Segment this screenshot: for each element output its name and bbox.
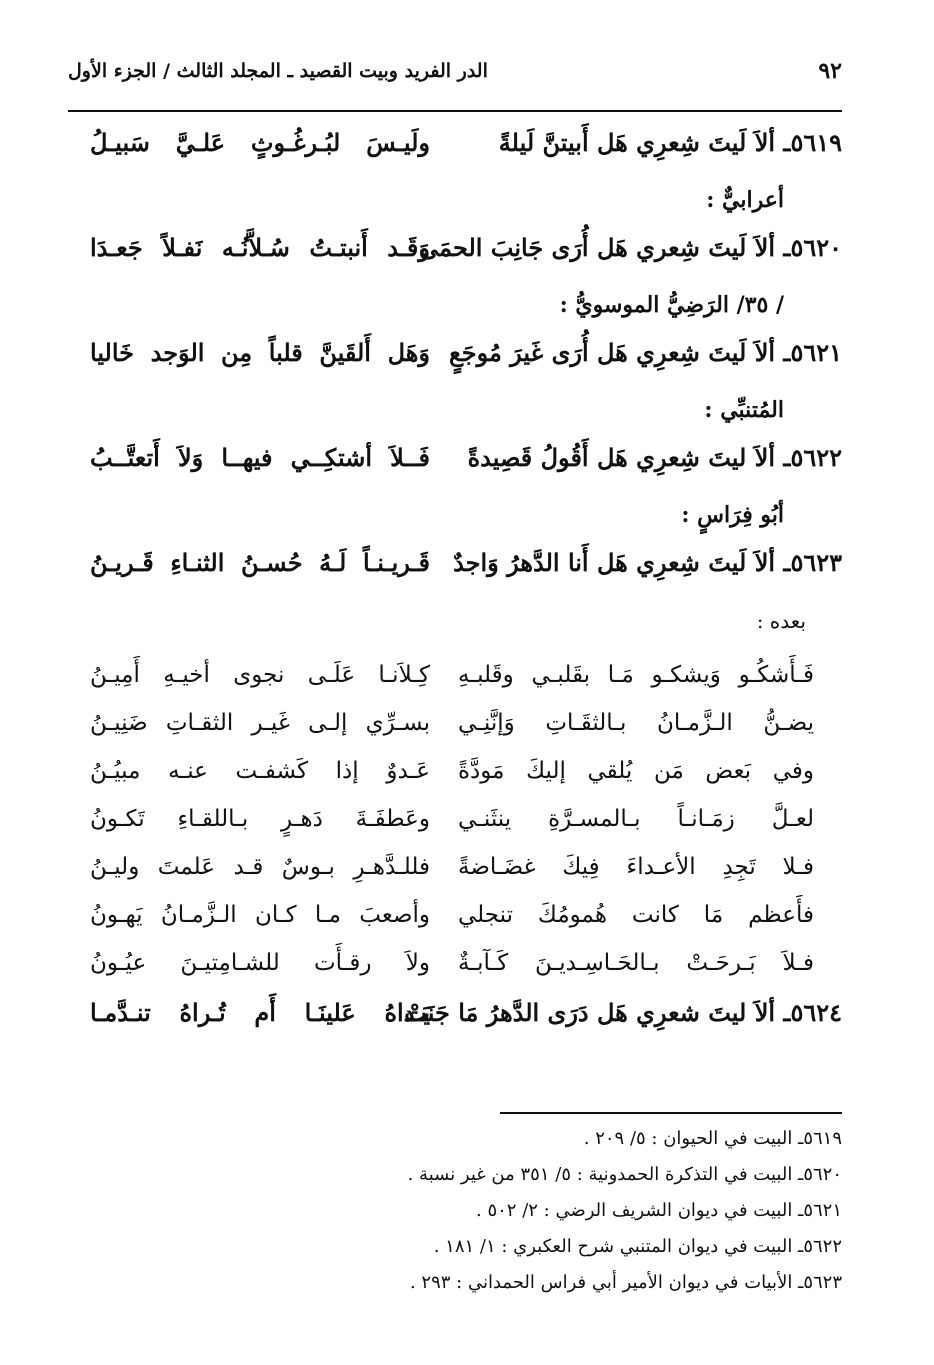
poem-first-hemistich: لعـلَّ زمَـانـاً بـالمسـرَّةِ ينثَنـي xyxy=(458,806,814,832)
verse-5621 xyxy=(90,338,842,395)
verse-5620 xyxy=(90,233,842,290)
verse-second-hemistich: يَـداهُ عَلينَـا أَم تُـراهُ تنـدَّمـا xyxy=(90,998,430,1027)
poem-second-hemistich: ولاَ رقـأَت للشـامِتيـنَ عيُـونُ xyxy=(90,950,430,976)
poem-line xyxy=(90,710,842,758)
after-label-row xyxy=(90,605,842,662)
poem-second-hemistich: فللـدَّهـرِ بـوسٌ قـد عَلمتَ وليـنُ xyxy=(90,854,430,880)
footnote: ٥٦٢٢ـ البيت في ديوان المتنبي شرح العكبري : ١/ ١٨١ . xyxy=(433,1236,842,1257)
page-header xyxy=(68,56,842,96)
verse-second-hemistich: ولَيـسَ لبُـرغُـوثٍ عَلـيَّ سَبيـلُ xyxy=(90,128,430,157)
poem-first-hemistich: فـلا تَجِدِ الأعـداءَ فِيكَ غضَـاضةً xyxy=(458,854,814,880)
poem-second-hemistich: وعَطفَـةَ دَهـرٍ بـاللقـاءِ تَكـونُ xyxy=(90,806,430,832)
verse-second-hemistich: قَـريـنـاً لَـهُ حُسـنُ الثنـاءِ قَـريـنُ xyxy=(90,548,430,577)
poem-line xyxy=(90,662,842,710)
header-rule xyxy=(68,110,842,112)
after-label: بعده : xyxy=(756,609,806,633)
poem-second-hemistich: وأصعبَ مـا كـان الـزَّمـانُ يَهـونُ xyxy=(90,902,430,928)
footnote: ٥٦١٩ـ البيت في الحيوان : ٥/ ٢٠٩ . xyxy=(583,1128,842,1149)
poem-second-hemistich: بسـرِّي إلـى غَيـر الثقـاتِ ضَنِيـنُ xyxy=(90,710,430,736)
poet-name: أعرابيٌّ : xyxy=(706,187,784,213)
poet-name: المُتنبِّي : xyxy=(704,397,784,423)
poet-attribution xyxy=(90,290,842,338)
page-number: ٩٢ xyxy=(818,58,842,84)
verse-5623 xyxy=(90,548,842,605)
poet-attribution xyxy=(90,185,842,233)
poem-first-hemistich: فأَعظم مَا كانت هُمومُكَ تنجلي xyxy=(458,902,814,928)
running-title: الدر الفريد وبيت القصيد ـ المجلد الثالث / الجزء الأول xyxy=(68,60,488,82)
poet-name: أبُو فِرَاسٍ : xyxy=(681,502,784,528)
poet-attribution xyxy=(90,500,842,548)
poet-name: / ٣٥/ الرَضِيُّ الموسويُّ : xyxy=(559,292,784,318)
poem-line xyxy=(90,950,842,998)
poem-second-hemistich: عَـدوٌ إذا كَشفـت عنـه مبيُـنُ xyxy=(90,758,430,784)
verse-first-hemistich: ٥٦١٩ـ ألاَ لَيتَ شِعرِي هَل أَبيتنَّ لَيلةً xyxy=(498,128,842,157)
verse-first-hemistich: ٥٦٢٤ـ ألاَ ليتَ شعرِي هَل دَرَى الدَّهرُ مَا جَنَتْ xyxy=(404,998,842,1027)
verse-first-hemistich: ٥٦٢٠ـ ألاَ لَيتَ شِعري هَل أُرَى جَانِبَ الحمَى xyxy=(419,233,842,262)
verse-body xyxy=(90,128,842,1046)
poem-first-hemistich: يضـنُّ الـزَّمـانُ بـالثقَـاتِ وَإنَّنِـي xyxy=(458,710,814,736)
poem-line xyxy=(90,902,842,950)
verse-first-hemistich: ٥٦٢١ـ ألاَ لَيتَ شِعرِي هَل أُرَى غَيرَ مُوجَعٍ xyxy=(448,338,842,367)
poem-second-hemistich: كِـلاَنـا عَلَـى نجوى أخيـهِ أَمِيـنُ xyxy=(90,662,430,688)
poem-first-hemistich: فَـأَشكُـو وَيشكـو مَـا بقَلبـي وقَلبـهِ xyxy=(458,662,814,688)
poem-line xyxy=(90,854,842,902)
poem-line xyxy=(90,758,842,806)
footnote: ٥٦٢١ـ البيت في ديوان الشريف الرضي : ٢/ ٥٠٢ . xyxy=(476,1200,842,1221)
poem-first-hemistich: فـلاَ بَـرحَـتْ بـالحَـاسِـديـنَ كَـآبـةٌ xyxy=(458,950,814,976)
footnote: ٥٦٢٣ـ الأبيات في ديوان الأمير أبي فراس الحمداني : ٢٩٣ . xyxy=(409,1272,842,1293)
verse-first-hemistich: ٥٦٢٣ـ ألاَ لَيتَ شِعرِي هَل أَنا الدَّهرُ وَاجدٌ xyxy=(453,548,842,577)
poem-line xyxy=(90,806,842,854)
verse-first-hemistich: ٥٦٢٢ـ ألاَ ليتَ شِعرِي هَل أَقُولُ قَصِيدةً xyxy=(467,443,842,472)
footnote: ٥٦٢٠ـ البيت في التذكرة الحمدونية : ٥/ ٣٥١ من غير نسبة . xyxy=(407,1164,842,1185)
verse-5624 xyxy=(90,998,842,1046)
verse-second-hemistich: وَقَـد أَنبتـتُ سُـلاَّنُـه نَفـلاً جَعـدَا xyxy=(90,233,430,262)
verse-second-hemistich: وَهَل أَلقَينَّ قلباً مِن الوَجد خَاليا xyxy=(90,338,430,367)
poet-attribution xyxy=(90,395,842,443)
verse-5619 xyxy=(90,128,842,185)
verse-5622 xyxy=(90,443,842,500)
footnotes xyxy=(282,1128,842,1308)
verse-second-hemistich: فَــلاَ أشتكِــي فيهــا وَلاَ أَتعتَّــبُ xyxy=(90,443,430,472)
poem-first-hemistich: وفي بَعض مَن يُلقي إليكَ مَودَّةً xyxy=(458,758,814,784)
footnote-rule xyxy=(500,1112,842,1114)
